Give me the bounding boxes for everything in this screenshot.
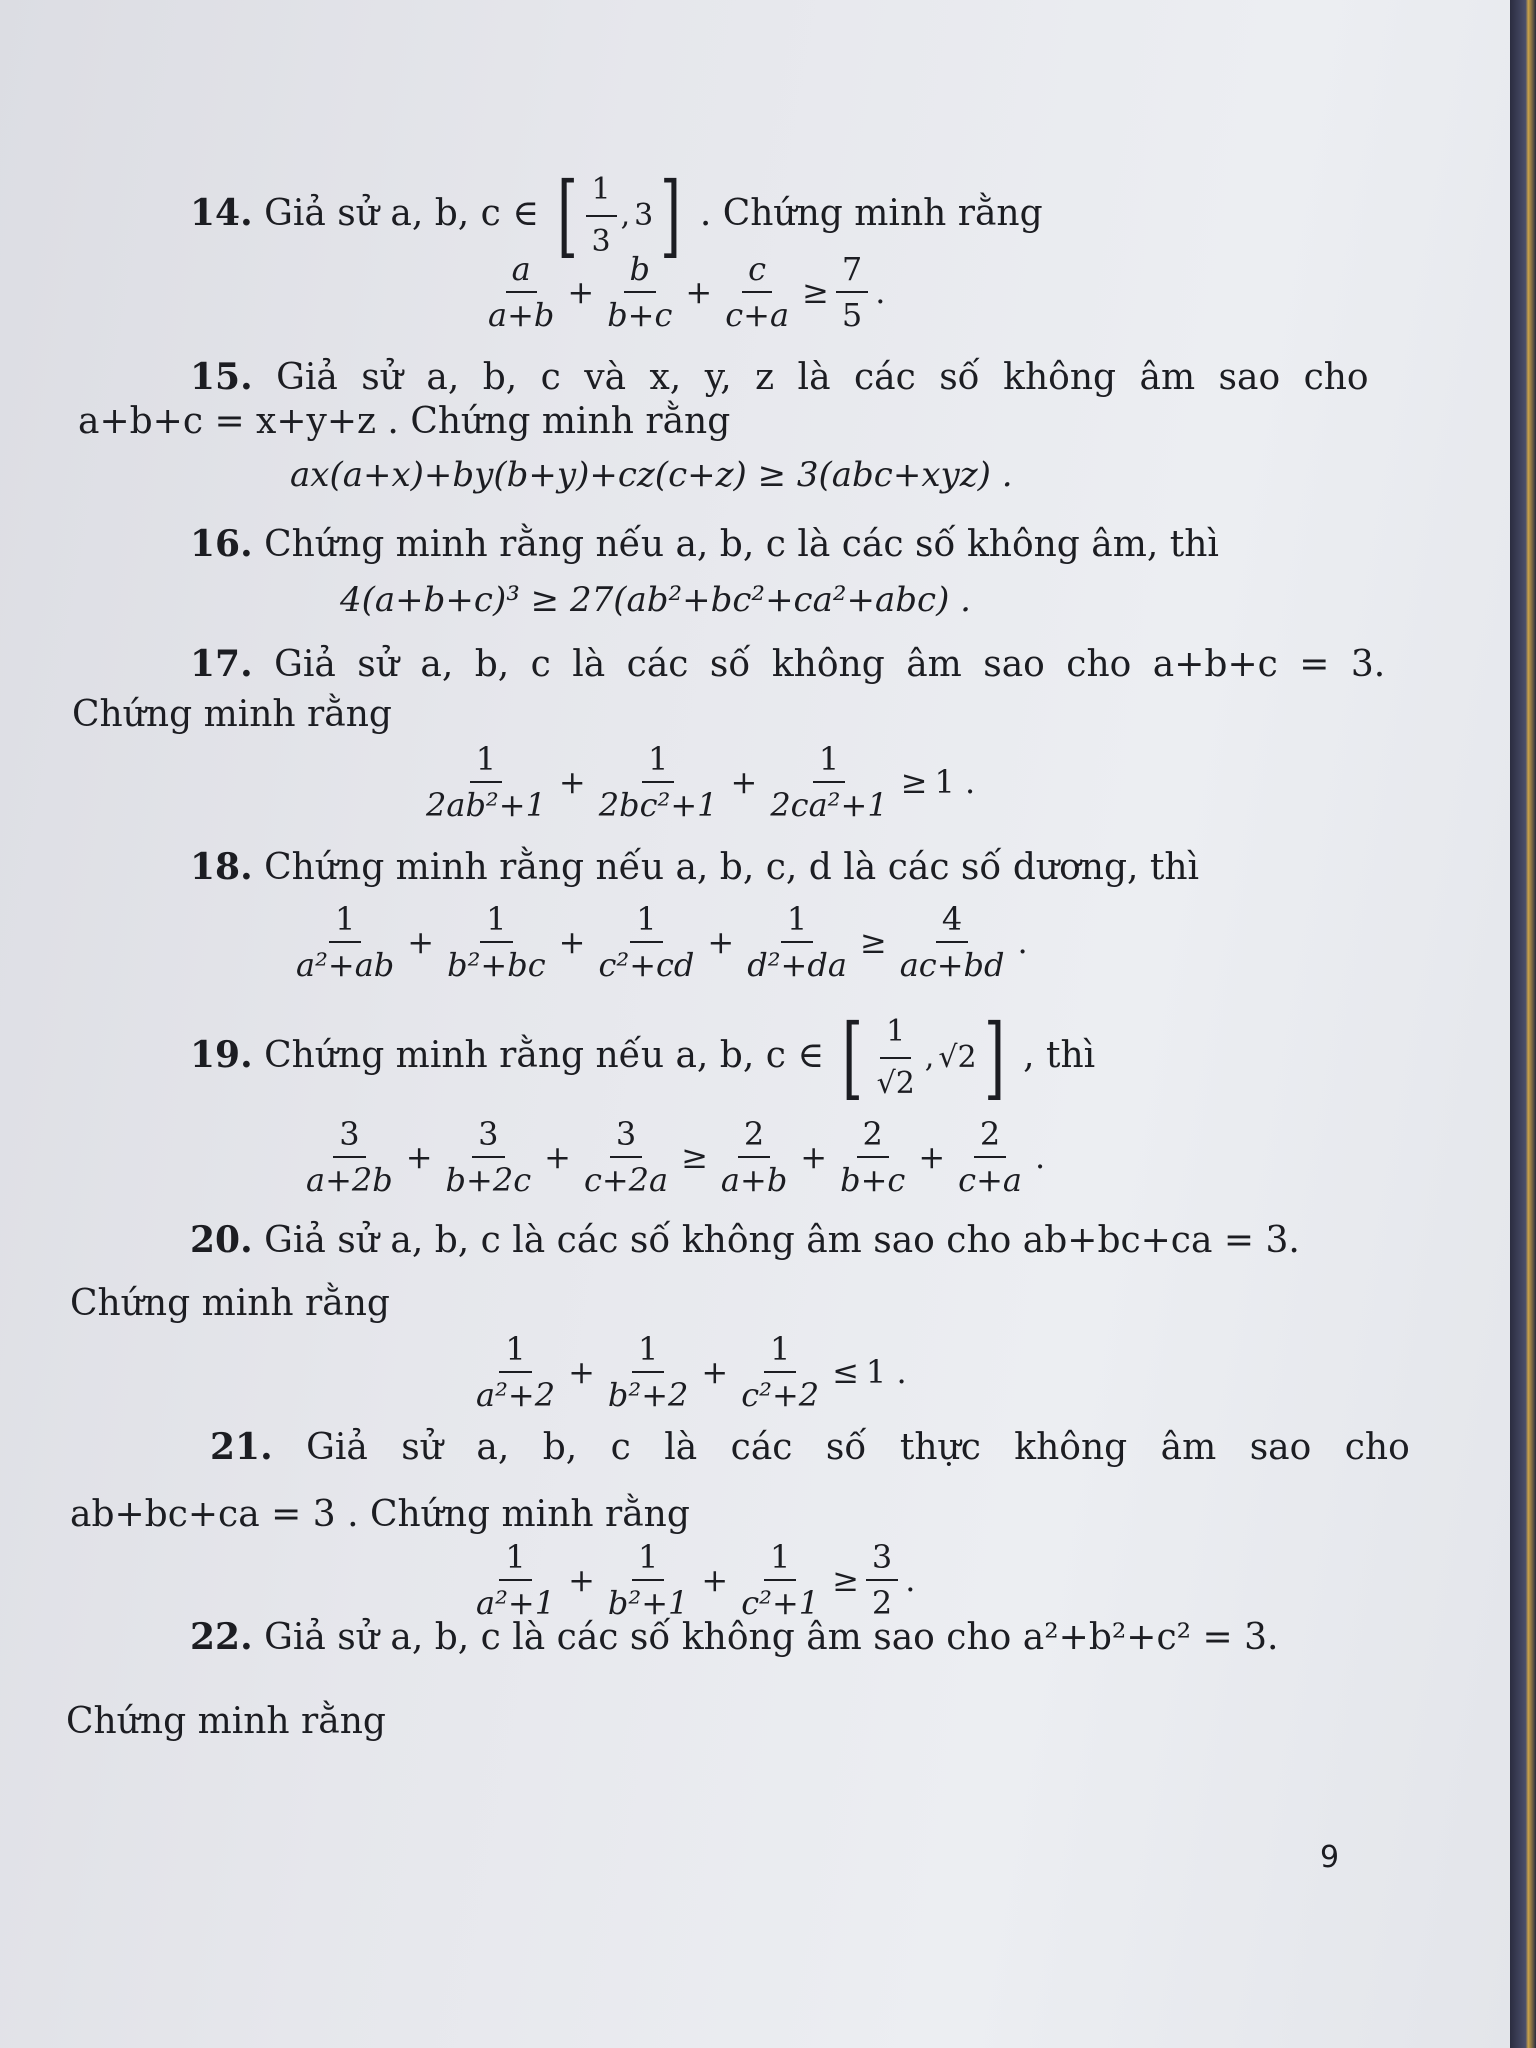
problem-number: 19. xyxy=(190,1034,253,1076)
problem-text: Giả sử a, b, c và x, y, z là các số không âm sao cho xyxy=(276,357,1369,398)
problem-20 xyxy=(190,1218,1300,1263)
problem-text: Giả sử a, b, c là các số không âm sao cho ab+bc+ca = 3. xyxy=(264,1220,1300,1261)
page-number: 9 xyxy=(1320,1840,1340,1875)
problem-text-after: . Chứng minh rằng xyxy=(699,193,1043,234)
problem-text: Giả sử a, b, c là các số thực không âm sao cho xyxy=(306,1427,1410,1468)
problem-15 xyxy=(190,355,1369,400)
formula-19: 3 a+2b + $\frac{3}{b+2c}$ + $\frac{3}{c+2a}$ ≥ $\frac{2}{a+b}$ + $\frac{2}{b+c}$ + $\frac{2}{c+a}$ . xyxy=(306,1115,1046,1199)
problem-21-line2: ab+bc+ca = 3 . Chứng minh rằng xyxy=(70,1494,690,1535)
interval: [ 1 √2 , √2 ] xyxy=(842,1005,1005,1110)
problem-text-after: , thì xyxy=(1023,1035,1096,1076)
problem-22-line2: Chứng minh rằng xyxy=(66,1701,386,1742)
problem-22 xyxy=(190,1615,1278,1660)
problem-text: Chứng minh rằng nếu a, b, c ∈ xyxy=(264,1035,824,1076)
problem-text: Chứng minh rằng nếu a, b, c, d là các số dương, thì xyxy=(264,847,1200,888)
problem-19 xyxy=(190,1005,1096,1110)
problem-16 xyxy=(190,522,1219,567)
problem-text: Giả sử a, b, c là các số không âm sao cho a²+b²+c² = 3. xyxy=(264,1617,1279,1658)
problem-number: 14. xyxy=(190,192,253,234)
formula-20: 1 a²+2 + $\frac{1}{\text{b²+2}}$ + $\frac{1}{\text{c²+2}}$ ≤ 1 . xyxy=(476,1330,907,1414)
problem-number: 17. xyxy=(190,643,253,685)
book-spine xyxy=(1510,0,1536,2048)
problem-number: 22. xyxy=(190,1616,253,1658)
problem-number: 16. xyxy=(190,523,253,565)
problem-17 xyxy=(190,642,1385,687)
problem-text: Giả sử a, b, c là các số không âm sao cho a+b+c = 3. xyxy=(274,644,1386,685)
problem-21 xyxy=(210,1425,1410,1470)
interval: [ 1 3 , 3 ] xyxy=(557,163,682,268)
formula-16: 4(a+b+c)³ ≥ 27(ab²+bc²+ca²+abc) . xyxy=(340,580,971,620)
formula-17: 1 2ab²+1 + $\frac{1}{\text{2bc²+1}}$ + $\frac{1}{\text{2ca²+1}}$ ≥ 1 . xyxy=(426,740,976,824)
problem-number: 21. xyxy=(210,1426,273,1468)
problem-15-line2: a+b+c = x+y+z . Chứng minh rằng xyxy=(78,401,731,442)
problem-number: 18. xyxy=(190,846,253,888)
problem-20-line2: Chứng minh rằng xyxy=(70,1283,390,1324)
problem-17-line2: Chứng minh rằng xyxy=(72,694,392,735)
formula-15: ax(a+x)+by(b+y)+cz(c+z) ≥ 3(abc+xyz) . xyxy=(290,455,1013,495)
problem-text: Chứng minh rằng nếu a, b, c là các số không âm, thì xyxy=(264,524,1219,565)
formula-14: a a+b + $\frac{b}{b+c}$ + $\frac{c}{c+a}$ ≥ $\frac{7}{5}$ . xyxy=(488,250,886,334)
formula-21: 1 a²+1 + $\frac{1}{\text{b²+1}}$ + $\frac{1}{\text{c²+1}}$ ≥ $\frac{3}{2}$ . xyxy=(476,1538,916,1622)
problem-text: Giả sử a, b, c ∈ xyxy=(264,193,539,234)
problem-18 xyxy=(190,845,1199,890)
formula-18: 1 a²+ab + $\frac{1}{\text{b²+bc}}$ + $\frac{1}{\text{c²+cd}}$ + $\frac{1}{\text{d²+da}}$ ≥ $\frac{4}{ac+bd}$ . xyxy=(296,900,1028,984)
problem-number: 15. xyxy=(190,356,253,398)
problem-number: 20. xyxy=(190,1219,253,1261)
